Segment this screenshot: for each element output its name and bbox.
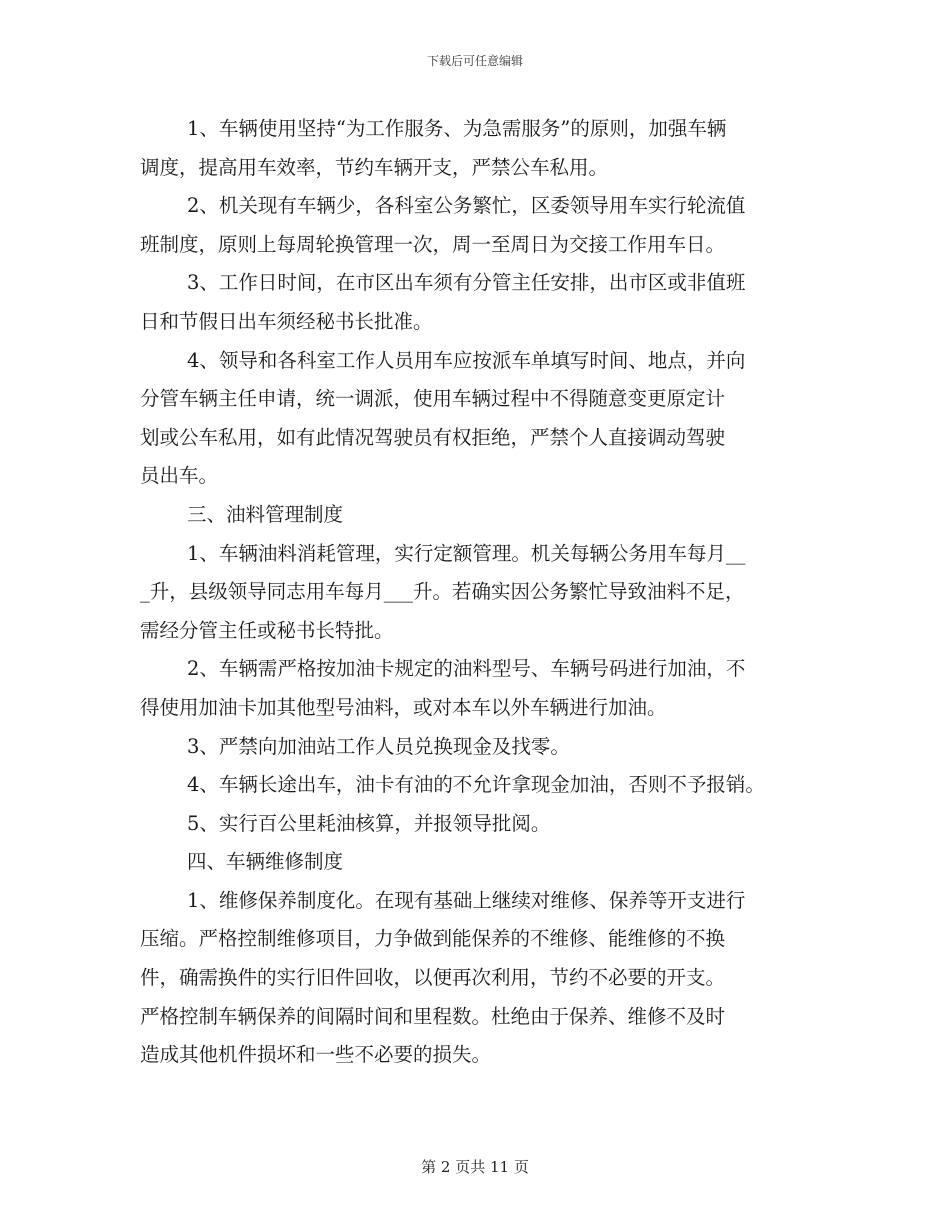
text-line: 划或公车私用，如有此情况驾驶员有权拒绝，严禁个人直接调动驾驶	[140, 425, 726, 449]
page-header: 下载后可任意编辑	[426, 54, 523, 68]
text-line: 需经分管主任或秘书长特批。	[140, 618, 394, 642]
text-line: 件，确需换件的实行旧件回收，以便再次利用，节约不必要的开支。	[140, 966, 726, 990]
document-body	[140, 110, 820, 1075]
text-line: 3、工作日时间，在市区出车须有分管主任安排，出市区或非值班	[187, 271, 746, 295]
text-line: 班制度，原则上每周轮换管理一次，周一至周日为交接工作用车日。	[140, 232, 726, 256]
text-line: 压缩。严格控制维修项目，力争做到能保养的不维修、能维修的不换	[140, 927, 726, 951]
text-line: 分管车辆主任申请，统一调派，使用车辆过程中不得随意变更原定计	[140, 387, 726, 411]
text-line: 严格控制车辆保养的间隔时间和里程数。杜绝由于保养、维修不及时	[140, 1004, 726, 1028]
text-line: 得使用加油卡加其他型号油料，或对本车以外车辆进行加油。	[140, 695, 667, 719]
text-line: 1、车辆使用坚持“为工作服务、为急需服务”的原则，加强车辆	[187, 117, 727, 140]
text-line: 员出车。	[140, 464, 219, 488]
section-heading: 三、油料管理制度	[187, 502, 344, 526]
text-line: 造成其他机件损坏和一些不必要的损失。	[140, 1043, 492, 1067]
text-line: 2、机关现有车辆少，各科室公务繁忙，区委领导用车实行轮流值	[187, 194, 746, 218]
text-line: 1、维修保养制度化。在现有基础上继续对维修、保养等开支进行	[187, 888, 746, 912]
text-line: 4、领导和各科室工作人员用车应按派车单填写时间、地点，并向	[187, 348, 746, 372]
text-line: 1、车辆油料消耗管理，实行定额管理。机关每辆公务用车每月__	[187, 541, 746, 565]
text-line: 2、车辆需严格按加油卡规定的油料型号、车辆号码进行加油，不	[187, 657, 746, 681]
page-footer: 第 2 页共 11 页	[421, 1158, 529, 1176]
text-line: 日和节假日出车须经秘书长批准。	[140, 309, 433, 333]
text-line: 5、实行百公里耗油核算，并报领导批阅。	[187, 811, 551, 835]
text-line: _升，县级领导同志用车每月___升。若确实因公务繁忙导致油料不足，	[140, 580, 745, 604]
text-line: 3、严禁向加油站工作人员兑换现金及找零。	[187, 734, 570, 758]
section-heading: 四、车辆维修制度	[187, 850, 344, 874]
text-line: 调度，提高用车效率，节约车辆开支，严禁公车私用。	[140, 155, 609, 179]
text-line: 4、车辆长途出车，油卡有油的不允许拿现金加油，否则不予报销。	[187, 773, 765, 797]
